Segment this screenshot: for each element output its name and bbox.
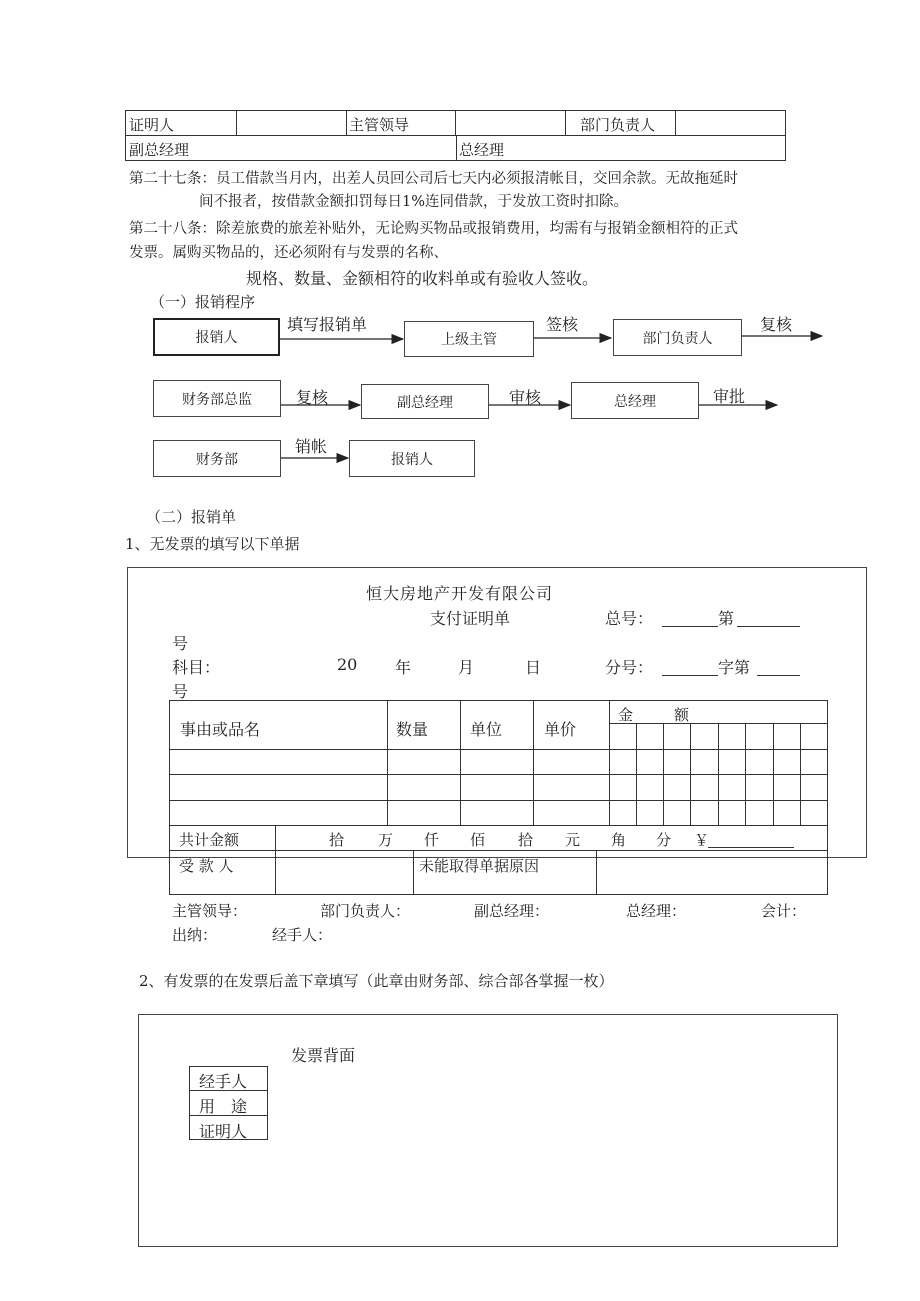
unit-wan: 万 <box>378 831 394 849</box>
sub-zidi-blank[interactable] <box>757 655 800 676</box>
total-hao-label: 号 <box>172 634 189 653</box>
form-section-heading: （二）报销单 <box>146 508 237 526</box>
unit-yuan: 元 <box>565 831 581 849</box>
subject-label: 科目： <box>172 658 221 677</box>
article-27-line2: 间不报者，按借款金额扣罚每日1%连同借款，于发放工资时扣除。 <box>199 194 629 210</box>
total-di-blank[interactable] <box>737 606 800 627</box>
label-witness: 证明人 <box>129 116 175 134</box>
year-prefix: 20 <box>337 655 358 674</box>
flow-box-gm: 总经理 <box>571 382 699 419</box>
month-label: 月 <box>458 658 475 677</box>
stamp-row-handler: 经手人 <box>199 1072 248 1091</box>
procedure-heading: （一）报销程序 <box>150 293 256 311</box>
arrow-label-audit: 审核 <box>509 388 542 407</box>
flow-box-applicant: 报销人 <box>153 318 280 356</box>
sub-hao-label: 号 <box>172 682 189 701</box>
flow-box-superior: 上级主管 <box>404 321 534 357</box>
header-unit: 单位 <box>470 720 503 739</box>
total-number-label: 总号： <box>605 609 654 628</box>
signer-gm: 总经理： <box>626 902 687 920</box>
flow-box-finance-dept: 财务部 <box>153 440 281 477</box>
total-amount-label: 共计金额 <box>179 831 240 849</box>
sub-zidi-label: 字第 <box>718 658 751 677</box>
stamp-row-witness: 证明人 <box>199 1122 248 1141</box>
year-label: 年 <box>395 658 412 677</box>
label-deputy-gm: 副总经理 <box>129 141 190 159</box>
signer-dept-head: 部门负责人： <box>320 902 411 920</box>
flow-box-finance-director: 财务部总监 <box>153 380 281 417</box>
flow-box-applicant-final: 报销人 <box>349 440 475 477</box>
unit-shi-1: 拾 <box>329 831 345 849</box>
sub-number-label: 分号： <box>605 658 654 677</box>
arrow-label-fill-form: 填写报销单 <box>287 315 368 334</box>
stamp-row-purpose: 用 途 <box>199 1097 248 1116</box>
arrow-label-review-1: 复核 <box>760 315 793 334</box>
total-number-blank[interactable] <box>662 606 718 627</box>
day-label: 日 <box>525 658 542 677</box>
unit-bai: 佰 <box>470 831 486 849</box>
label-dept-head: 部门负责人 <box>580 116 656 134</box>
header-quantity: 数量 <box>396 720 429 739</box>
arrow-label-write-off: 销帐 <box>295 437 328 456</box>
header-amount-2: 额 <box>674 706 690 724</box>
invoice-back-title: 发票背面 <box>291 1046 356 1065</box>
signer-accountant: 会计： <box>761 902 807 920</box>
unit-qian: 仟 <box>424 831 440 849</box>
arrow-label-review-2: 复核 <box>296 388 329 407</box>
signer-deputy-gm: 副总经理： <box>474 902 550 920</box>
signer-handler: 经手人： <box>272 926 333 944</box>
payee-label: 受 款 人 <box>179 857 234 875</box>
flow-box-deputy-gm: 副总经理 <box>361 384 489 419</box>
article-28-line3: 规格、数量、金额相符的收料单或有验收人签收。 <box>246 269 599 288</box>
article-27-line1: 第二十七条：员工借款当月内，出差人员回公司后七天内必须报清帐目，交回余款。无故拖延时 <box>129 171 738 187</box>
header-amount-1: 金 <box>618 706 634 724</box>
article-28-line1: 第二十八条：除差旅费的旅差补贴外，无论购买物品或报销费用，均需有与报销金额相符的正式 <box>129 221 738 237</box>
signer-supervisor: 主管领导： <box>172 902 248 920</box>
arrow-label-sign-check: 签核 <box>546 315 579 334</box>
label-supervisor: 主管领导 <box>349 116 410 134</box>
with-invoice-heading: 2、有发票的在发票后盖下章填写（此章由财务部、综合部各掌握一枚） <box>139 972 614 990</box>
yen-sign: ￥ <box>694 831 710 849</box>
no-invoice-heading: 1、无发票的填写以下单据 <box>125 535 300 553</box>
sub-number-blank[interactable] <box>662 655 718 676</box>
no-receipt-reason-label: 未能取得单据原因 <box>419 857 540 875</box>
unit-fen: 分 <box>656 831 672 849</box>
label-gm: 总经理 <box>459 141 505 159</box>
total-di-label: 第 <box>718 609 735 628</box>
total-amount-blank[interactable] <box>708 828 794 848</box>
flow-box-dept-head: 部门负责人 <box>613 319 742 356</box>
header-unit-price: 单价 <box>544 720 577 739</box>
arrow-label-approve: 审批 <box>713 387 746 406</box>
voucher-company: 恒大房地产开发有限公司 <box>366 584 554 603</box>
article-28-line2: 发票。属购买物品的，还必须附有与发票的名称、 <box>129 245 448 261</box>
unit-jiao: 角 <box>611 831 627 849</box>
header-item: 事由或品名 <box>180 720 261 739</box>
voucher-title: 支付证明单 <box>430 609 511 628</box>
unit-shi-2: 拾 <box>518 831 534 849</box>
signer-cashier: 出纳： <box>172 926 218 944</box>
